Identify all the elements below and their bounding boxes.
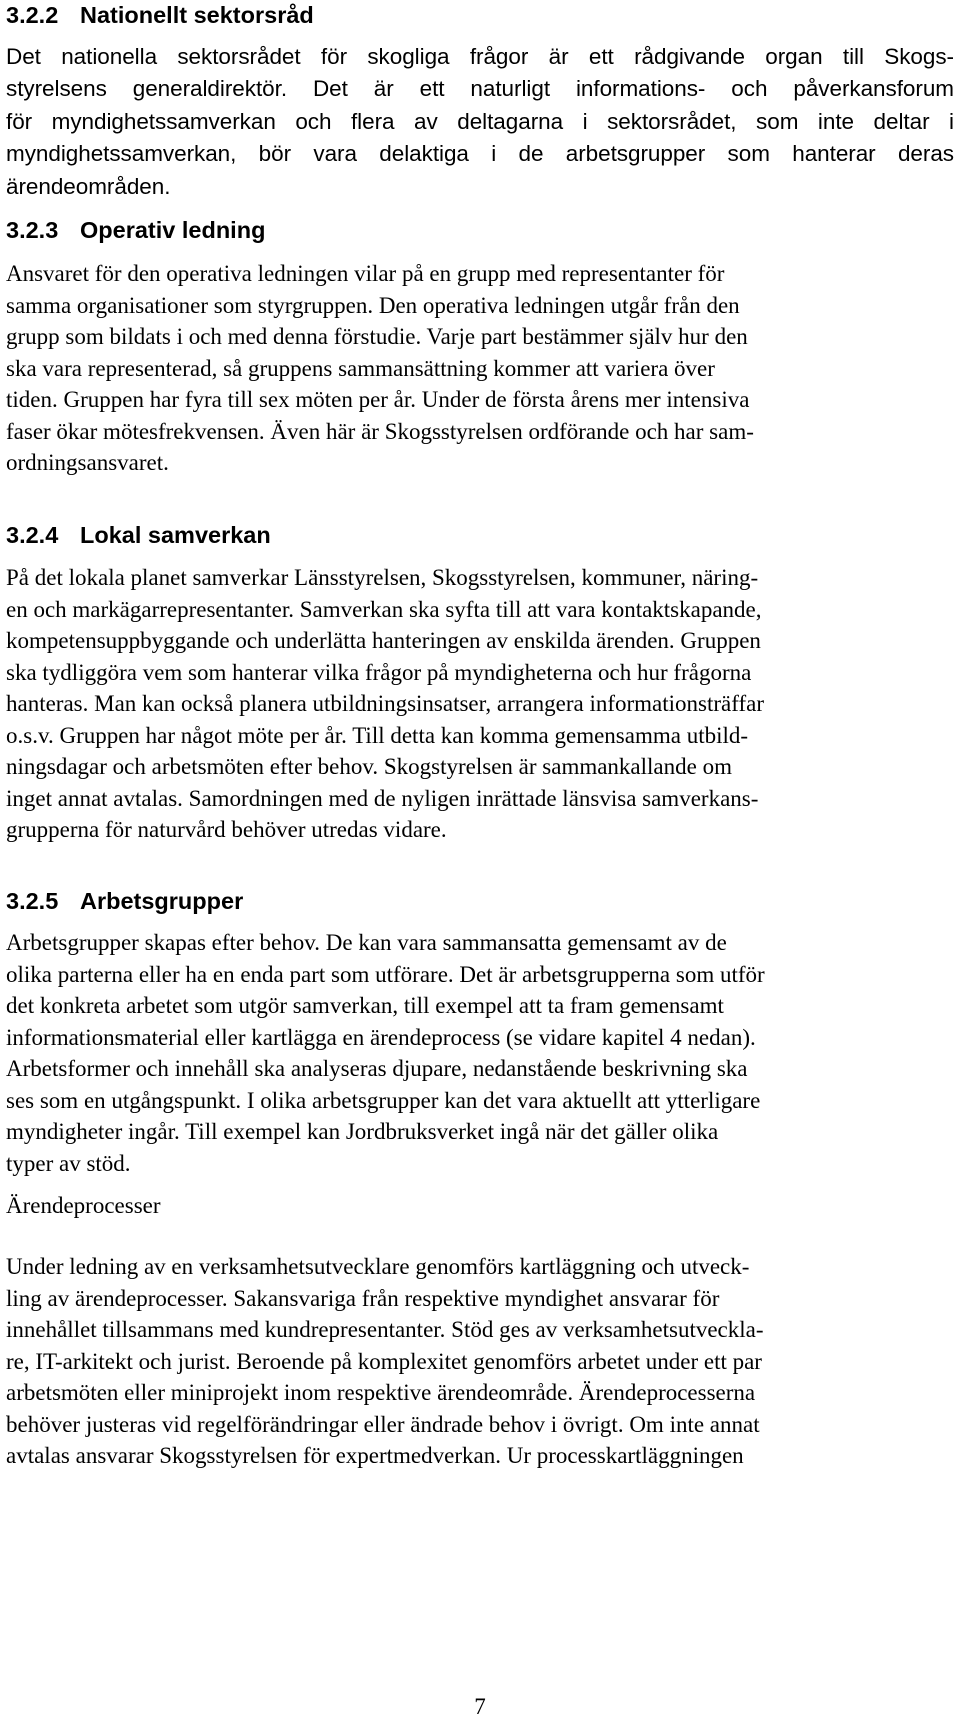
text-line: ärendeområden. [6,173,171,199]
text-line: en och markägarrepresentanter. Samverkan ska syfta till att vara kontaktskapande, [6,596,762,622]
section-number: 3.2.2 [6,2,59,28]
section-title: Lokal samverkan [80,522,271,548]
text-line: styrelsens generaldirektör. Det är ett naturligt informations- och påverkansforum [6,76,954,102]
text-line: olika parterna eller ha en enda part som utförare. Det är arbetsgrupperna som utför [6,961,765,987]
text-line: grupperna för naturvård behöver utredas vidare. [6,817,447,842]
text-line: grupp som bildats i och med denna förstudie. Varje part bestämmer själv hur den [6,324,748,349]
text-line: ses som en utgångspunkt. I olika arbetsgrupper kan det vara aktuellt att ytterligare [6,1087,761,1113]
text-line: Arbetsformer och innehåll ska analyseras djupare, nedanstående beskrivning ska [6,1056,748,1081]
subheading-arendeprocesser: Ärendeprocesser [6,1193,161,1218]
text-line: myndighetssamverkan, bör vara delaktiga i de arbetsgrupper som hanterar deras [6,141,954,167]
paragraph-3-2-5 [6,927,954,1179]
section-heading-3-2-3 [6,215,265,245]
page-number: 7 [474,1694,486,1719]
text-line: tiden. Gruppen har fyra till sex möten per år. Under de första årens mer intensiva [6,387,750,412]
text-line: ska vara representerad, så gruppens sammansättning kommer att variera över [6,355,715,381]
section-number: 3.2.4 [6,522,59,548]
text-line: faser ökar mötesfrekvensen. Även här är Skogsstyrelsen ordförande och har sam- [6,418,754,444]
text-line: re, IT-arkitekt och jurist. Beroende på komplexitet genomförs arbetet under ett par [6,1348,762,1374]
text-line: ningsdagar och arbetsmöten efter behov. Skogstyrelsen är sammankallande om [6,754,732,779]
section-title: Nationellt sektorsråd [80,2,314,28]
paragraph-3-2-3 [6,258,942,479]
text-line: samma organisationer som styrgruppen. Den operativa ledningen utgår från den [6,292,740,318]
section-heading-3-2-2 [6,0,314,30]
text-line: hanteras. Man kan också planera utbildningsinsatser, arrangera informationsträffar [6,691,765,716]
text-line: kompetensuppbyggande och underlätta hanteringen av enskilda ärenden. Gruppen [6,628,761,653]
paragraph-3-2-4 [6,562,954,846]
section-title: Operativ ledning [80,217,266,243]
text-line: På det lokala planet samverkar Länsstyrelsen, Skogsstyrelsen, kommuner, näring- [6,565,759,590]
text-line: behöver justeras vid regelförändringar eller ändrade behov i övrigt. Om inte annat [6,1411,760,1437]
text-line: Under ledning av en verksamhetsutvecklare genomförs kartläggning och utveck- [6,1254,750,1279]
text-line: för myndighetssamverkan och flera av deltagarna i sektorsrådet, som inte deltar i [6,108,954,134]
section-title: Arbetsgrupper [80,888,244,914]
text-line: informationsmaterial eller kartlägga en ärendeprocess (se vidare kapitel 4 nedan). [6,1024,756,1050]
section-heading-3-2-4 [6,520,271,550]
text-line: Arbetsgrupper skapas efter behov. De kan vara sammansatta gemensamt av de [6,930,727,955]
text-line: avtalas ansvarar Skogsstyrelsen för expertmedverkan. Ur processkartläggningen [6,1443,744,1468]
section-heading-3-2-5 [6,886,243,916]
text-line: myndigheter ingår. Till exempel kan Jordbruksverket ingå när det gäller olika [6,1119,719,1144]
paragraph-3-2-2 [6,41,954,203]
paragraph-arendeprocesser [6,1251,954,1472]
document-page [6,0,954,1735]
section-number: 3.2.3 [6,217,59,243]
text-line: Det nationella sektorsrådet för skogliga frågor är ett rådgivande organ till Skogs- [6,44,954,69]
text-line: ordningsansvaret. [6,450,169,475]
text-line: det konkreta arbetet som utgör samverkan, till exempel att ta fram gemensamt [6,993,724,1018]
text-line: inget annat avtalas. Samordningen med de nyligen inrättade länsvisa samverkans- [6,785,759,811]
text-line: ska tydliggöra vem som hanterar vilka frågor på myndigheterna och hur frågorna [6,659,752,685]
text-line: arbetsmöten eller miniprojekt inom respektive ärendeområde. Ärendeprocesserna [6,1380,756,1405]
text-line: o.s.v. Gruppen har något möte per år. Till detta kan komma gemensamma utbild- [6,722,749,748]
text-line: ling av ärendeprocesser. Sakansvariga från respektive myndighet ansvarar för [6,1285,720,1311]
section-number: 3.2.5 [6,888,59,914]
text-line: typer av stöd. [6,1150,131,1176]
text-line: innehållet tillsammans med kundrepresentanter. Stöd ges av verksamhetsutveckla- [6,1317,764,1342]
text-line: Ansvaret för den operativa ledningen vilar på en grupp med representanter för [6,261,725,286]
